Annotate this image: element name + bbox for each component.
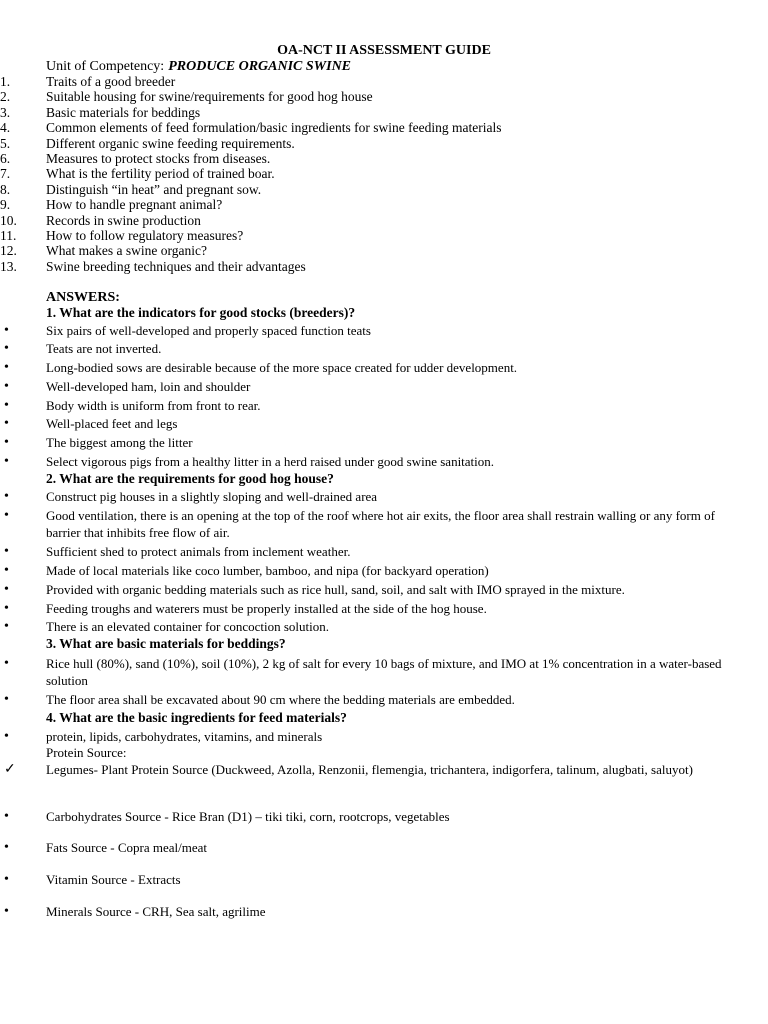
bullet-icon: • (4, 435, 9, 450)
protein-source-label: Protein Source: (46, 745, 127, 760)
list-item-text: Six pairs of well-developed and properly spaced function teats (46, 323, 371, 338)
section-heading: 1. What are the indicators for good stocks (breeders)? (46, 305, 356, 320)
bullet-icon: • (4, 454, 9, 469)
bullet-icon: • (4, 840, 9, 855)
topic-number: 11. (0, 227, 17, 243)
bullet-icon: • (4, 601, 9, 616)
list-item-text: Body width is uniform from front to rear. (46, 398, 261, 413)
bullet-icon: • (4, 582, 9, 597)
topic-text: Common elements of feed formulation/basic ingredients for swine feeding materials (46, 120, 502, 136)
list-item-text: Teats are not inverted. (46, 341, 162, 356)
bullet-icon: • (4, 563, 9, 578)
topic-number: 1. (0, 74, 11, 89)
bullet-icon: • (4, 619, 9, 634)
bullet-icon: • (4, 416, 9, 431)
list-item-text: Long-bodied sows are desirable because of the more space created for udder development. (46, 360, 518, 375)
topic-text: Suitable housing for swine/requirements for good hog house (46, 89, 373, 105)
unit-value: PRODUCE ORGANIC SWINE (168, 59, 352, 74)
bullet-icon: • (4, 872, 9, 887)
list-item-text: Made of local materials like coco lumber, bamboo, and nipa (for backyard operation) (46, 563, 489, 578)
bullet-icon: • (4, 656, 9, 671)
topic-text: How to handle pregnant animal? (46, 197, 223, 213)
section-heading: 4. What are the basic ingredients for feed materials? (46, 710, 347, 725)
list-item-text: Provided with organic bedding materials such as rice hull, sand, soil, and salt with IMO sprayed in the mixture. (46, 582, 625, 597)
bullet-icon: • (4, 398, 9, 413)
list-item-text: Well-placed feet and legs (46, 416, 178, 431)
list-item-text: The biggest among the litter (46, 435, 193, 450)
section-heading: 2. What are the requirements for good hog house? (46, 471, 334, 486)
topic-number: 3. (0, 104, 11, 120)
bullet-icon: • (4, 692, 9, 707)
topic-text: Swine breeding techniques and their advantages (46, 258, 306, 274)
bullet-icon: • (4, 360, 9, 375)
topic-number: 2. (0, 89, 11, 105)
list-item-text: Fats Source - Copra meal/meat (46, 840, 208, 855)
list-item-text: Carbohydrates Source - Rice Bran (D1) – tiki tiki, corn, rootcrops, vegetables (46, 809, 450, 824)
topic-text: Basic materials for beddings (46, 104, 201, 120)
topic-number: 6. (0, 150, 11, 166)
topic-text: How to follow regulatory measures? (46, 227, 244, 243)
topic-text: Measures to protect stocks from diseases. (46, 150, 271, 166)
topic-text: Different organic swine feeding requirements. (46, 135, 295, 151)
list-item-text: Select vigorous pigs from a healthy litter in a herd raised under good swine sanitation. (46, 454, 495, 469)
topic-number: 7. (0, 166, 11, 182)
topic-number: 13. (0, 258, 17, 274)
bullet-icon: • (4, 489, 9, 504)
bullet-icon: • (4, 323, 9, 338)
bullet-icon: • (4, 508, 9, 523)
topic-number: 12. (0, 243, 17, 259)
topic-text: What is the fertility period of trained boar. (46, 166, 275, 182)
list-item-text: Sufficient shed to protect animals from inclement weather. (46, 544, 351, 559)
unit-of-competency (46, 59, 351, 75)
bullet-icon: • (4, 544, 9, 559)
document-title: OA-NCT II ASSESSMENT GUIDE (277, 43, 491, 58)
topic-number: 4. (0, 120, 11, 136)
list-item-text: Rice hull (80%), sand (10%), soil (10%), 2 kg of salt for every 10 bags of mixture, and IMO at 1% concentration in a water-based solution (46, 656, 722, 688)
bullet-icon: • (4, 729, 9, 744)
bullet-icon: • (4, 809, 9, 824)
list-item-text: Minerals Source - CRH, Sea salt, agrilime (46, 904, 266, 919)
topic-number: 10. (0, 212, 17, 228)
list-item-text: protein, lipids, carbohydrates, vitamins, and minerals (46, 729, 323, 744)
topic-text: Traits of a good breeder (46, 74, 176, 89)
topic-text: Distinguish “in heat” and pregnant sow. (46, 181, 262, 197)
list-item-text: The floor area shall be excavated about 90 cm where the bedding materials are embedded. (46, 692, 515, 707)
list-item-text: There is an elevated container for concoction solution. (46, 619, 330, 634)
topic-text: Records in swine production (46, 212, 201, 228)
list-item-text: Vitamin Source - Extracts (46, 872, 181, 887)
section-heading: 3. What are basic materials for beddings? (46, 636, 286, 651)
list-item-text: Construct pig houses in a slightly sloping and well-drained area (46, 489, 378, 504)
list-item-text: Well-developed ham, loin and shoulder (46, 379, 251, 394)
bullet-icon: • (4, 904, 9, 919)
check-icon: ✓ (4, 762, 16, 777)
topic-number: 5. (0, 135, 11, 151)
list-item-text: Feeding troughs and waterers must be properly installed at the side of the hog house. (46, 601, 487, 616)
answers-heading: ANSWERS: (46, 290, 120, 305)
list-item-text: Legumes- Plant Protein Source (Duckweed, Azolla, Renzonii, flemengia, trichantera, indigorfera, talinum, alugbati, saluyot) (46, 762, 693, 777)
list-item-text: Good ventilation, there is an opening at the top of the roof where hot air exits, the floor area shall restrain walling or any form of barrier that inhibits free flow of air. (46, 508, 715, 540)
bullet-icon: • (4, 379, 9, 394)
topic-text: What makes a swine organic? (46, 243, 207, 259)
bullet-icon: • (4, 341, 9, 356)
topic-number: 9. (0, 197, 11, 213)
topic-number: 8. (0, 181, 11, 197)
unit-label: Unit of Competency: (46, 59, 165, 74)
